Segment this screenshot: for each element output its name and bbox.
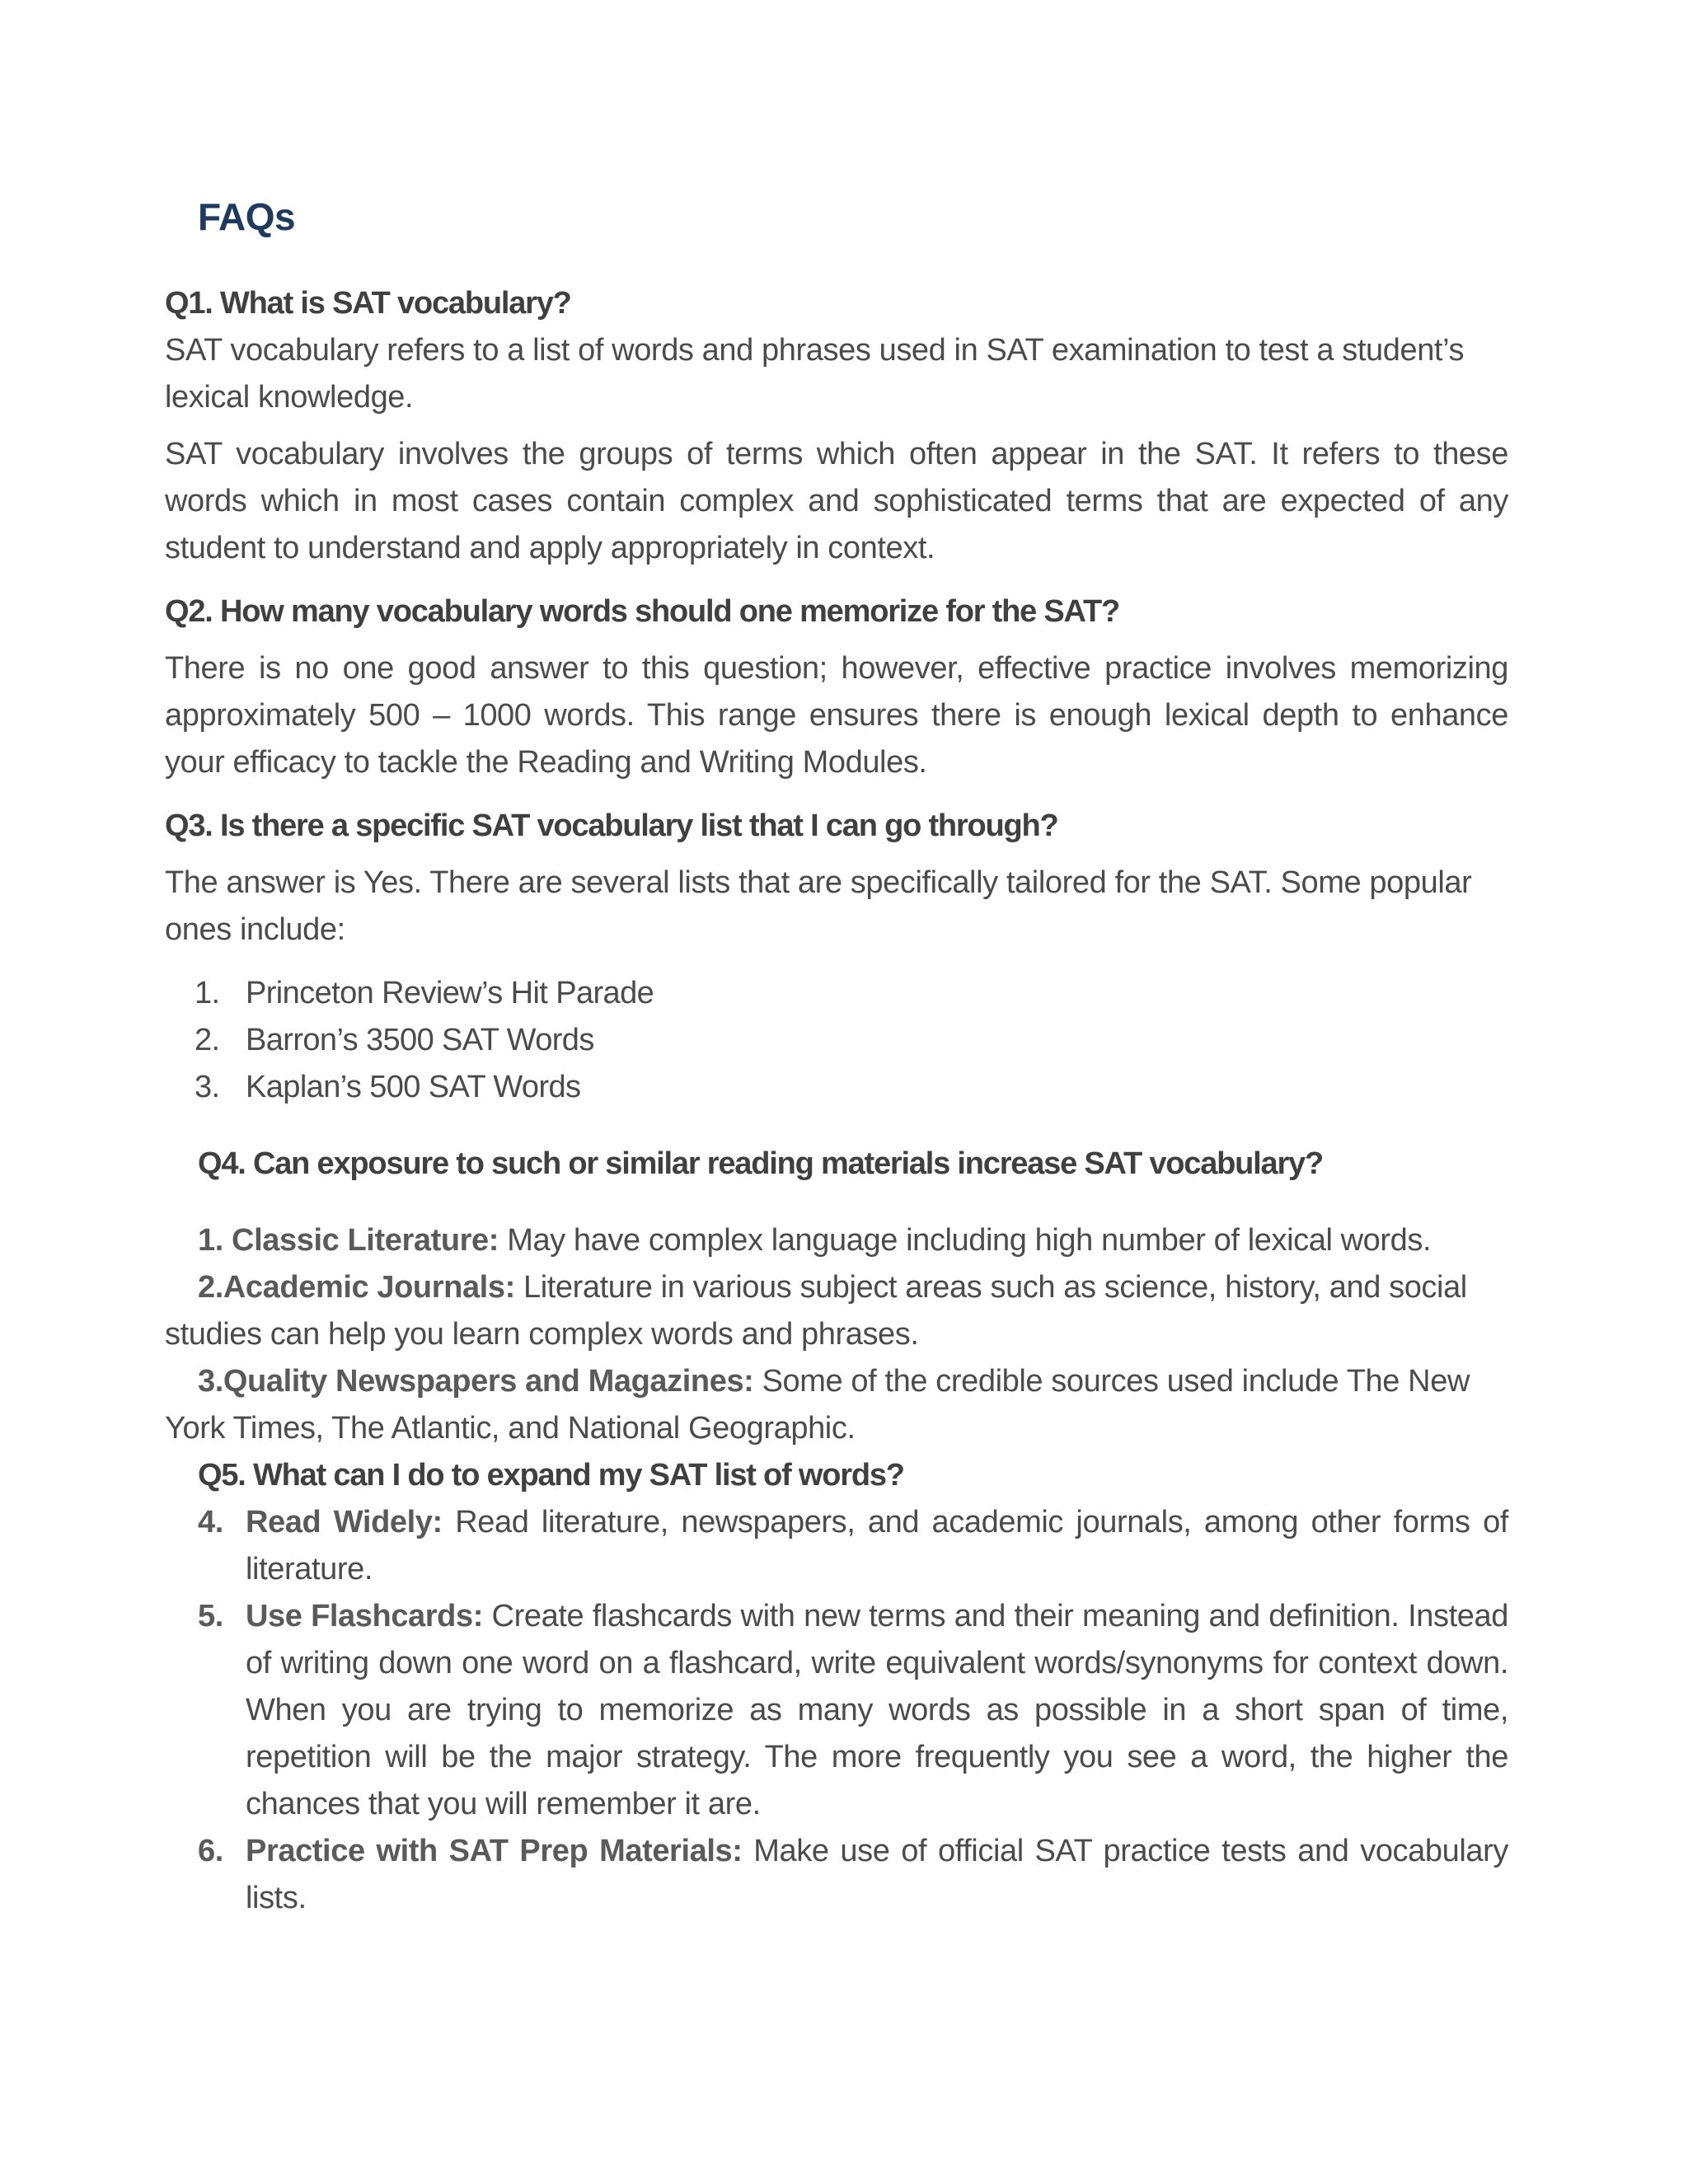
q2-question: Q2. How many vocabulary words should one memorize for the SAT? xyxy=(165,594,1120,629)
list-item-number: 1. xyxy=(195,976,220,1010)
q5-question: Q5. What can I do to expand my SAT list of words? xyxy=(198,1458,904,1493)
item-lead: Read Widely: xyxy=(246,1505,443,1540)
item-text: Literature in various subject areas such as science, history, and social studies can help you learn complex words and phrases. xyxy=(165,1270,1467,1352)
list-item-number: 5. xyxy=(198,1599,223,1633)
q3-question: Q3. Is there a specific SAT vocabulary list that I can go through? xyxy=(165,808,1058,843)
q3-paragraph-1: The answer is Yes. There are several lists that are specifically tailored for the SAT. Some popular ones include: xyxy=(165,865,1472,947)
list-item xyxy=(165,1828,1508,1922)
item-lead: 1. Classic Literature: xyxy=(198,1223,499,1258)
list-item-text: Barron’s 3500 SAT Words xyxy=(246,1023,594,1057)
item-lead: Use Flashcards: xyxy=(246,1599,483,1633)
item-lead: 2.Academic Journals: xyxy=(198,1270,515,1305)
list-item-number: 3. xyxy=(195,1070,220,1104)
list-item-number: 6. xyxy=(198,1834,223,1868)
list-item xyxy=(165,1017,1508,1064)
item-text: Make use of official SAT practice tests and vocabulary lists. xyxy=(246,1834,1508,1915)
q2-paragraph-1: There is no one good answer to this question; however, effective practice involves memorizing approximately 500 – 1000 words. This range ensures there is enough lexical depth to enhance your efficacy to tackle the Reading and Writing Modules. xyxy=(165,651,1508,780)
list-item-number: 2. xyxy=(195,1023,220,1057)
faq-content xyxy=(165,280,1508,1922)
list-item xyxy=(165,1064,1508,1111)
item-text: Create flashcards with new terms and their meaning and definition. Instead of writing down one word on a flashcard, write equivalent words/synonyms for context down. When you are trying to memorize as many words as possible in a short span of time, repetition will be the major strategy. The more frequently you see a word, the higher the chances that you will remember it are. xyxy=(246,1599,1508,1821)
item-lead: Practice with SAT Prep Materials: xyxy=(246,1834,743,1868)
item-text: Read literature, newspapers, and academic journals, among other forms of literature. xyxy=(246,1505,1508,1586)
q1-paragraph-2: SAT vocabulary involves the groups of terms which often appear in the SAT. It refers to these words which in most cases contain complex and sophisticated terms that are expected of any student to understand and apply appropriately in context. xyxy=(165,437,1508,565)
page-title: FAQs xyxy=(198,195,296,238)
q4-question: Q4. Can exposure to such or similar reading materials increase SAT vocabulary? xyxy=(198,1146,1324,1181)
list-item xyxy=(165,1499,1508,1593)
q4-item-academic-journals xyxy=(165,1264,1508,1358)
q3-list xyxy=(165,970,1508,1111)
q5-list xyxy=(165,1499,1508,1922)
q4-item-newspapers-magazines xyxy=(165,1358,1508,1452)
q4-item-classic-literature xyxy=(165,1217,1508,1264)
q1-paragraph-1: SAT vocabulary refers to a list of words and phrases used in SAT examination to test a student’s lexical knowledge. xyxy=(165,333,1465,415)
item-lead: 3.Quality Newspapers and Magazines: xyxy=(198,1364,754,1399)
item-text: Some of the credible sources used include The New York Times, The Atlantic, and National Geographic. xyxy=(165,1364,1470,1446)
list-item xyxy=(165,1593,1508,1828)
q1-question: Q1. What is SAT vocabulary? xyxy=(165,286,571,321)
list-item-number: 4. xyxy=(198,1505,223,1540)
list-item xyxy=(165,970,1508,1017)
list-item-text: Kaplan’s 500 SAT Words xyxy=(246,1070,581,1104)
item-text: May have complex language including high number of lexical words. xyxy=(499,1223,1432,1258)
list-item-text: Princeton Review’s Hit Parade xyxy=(246,976,654,1010)
